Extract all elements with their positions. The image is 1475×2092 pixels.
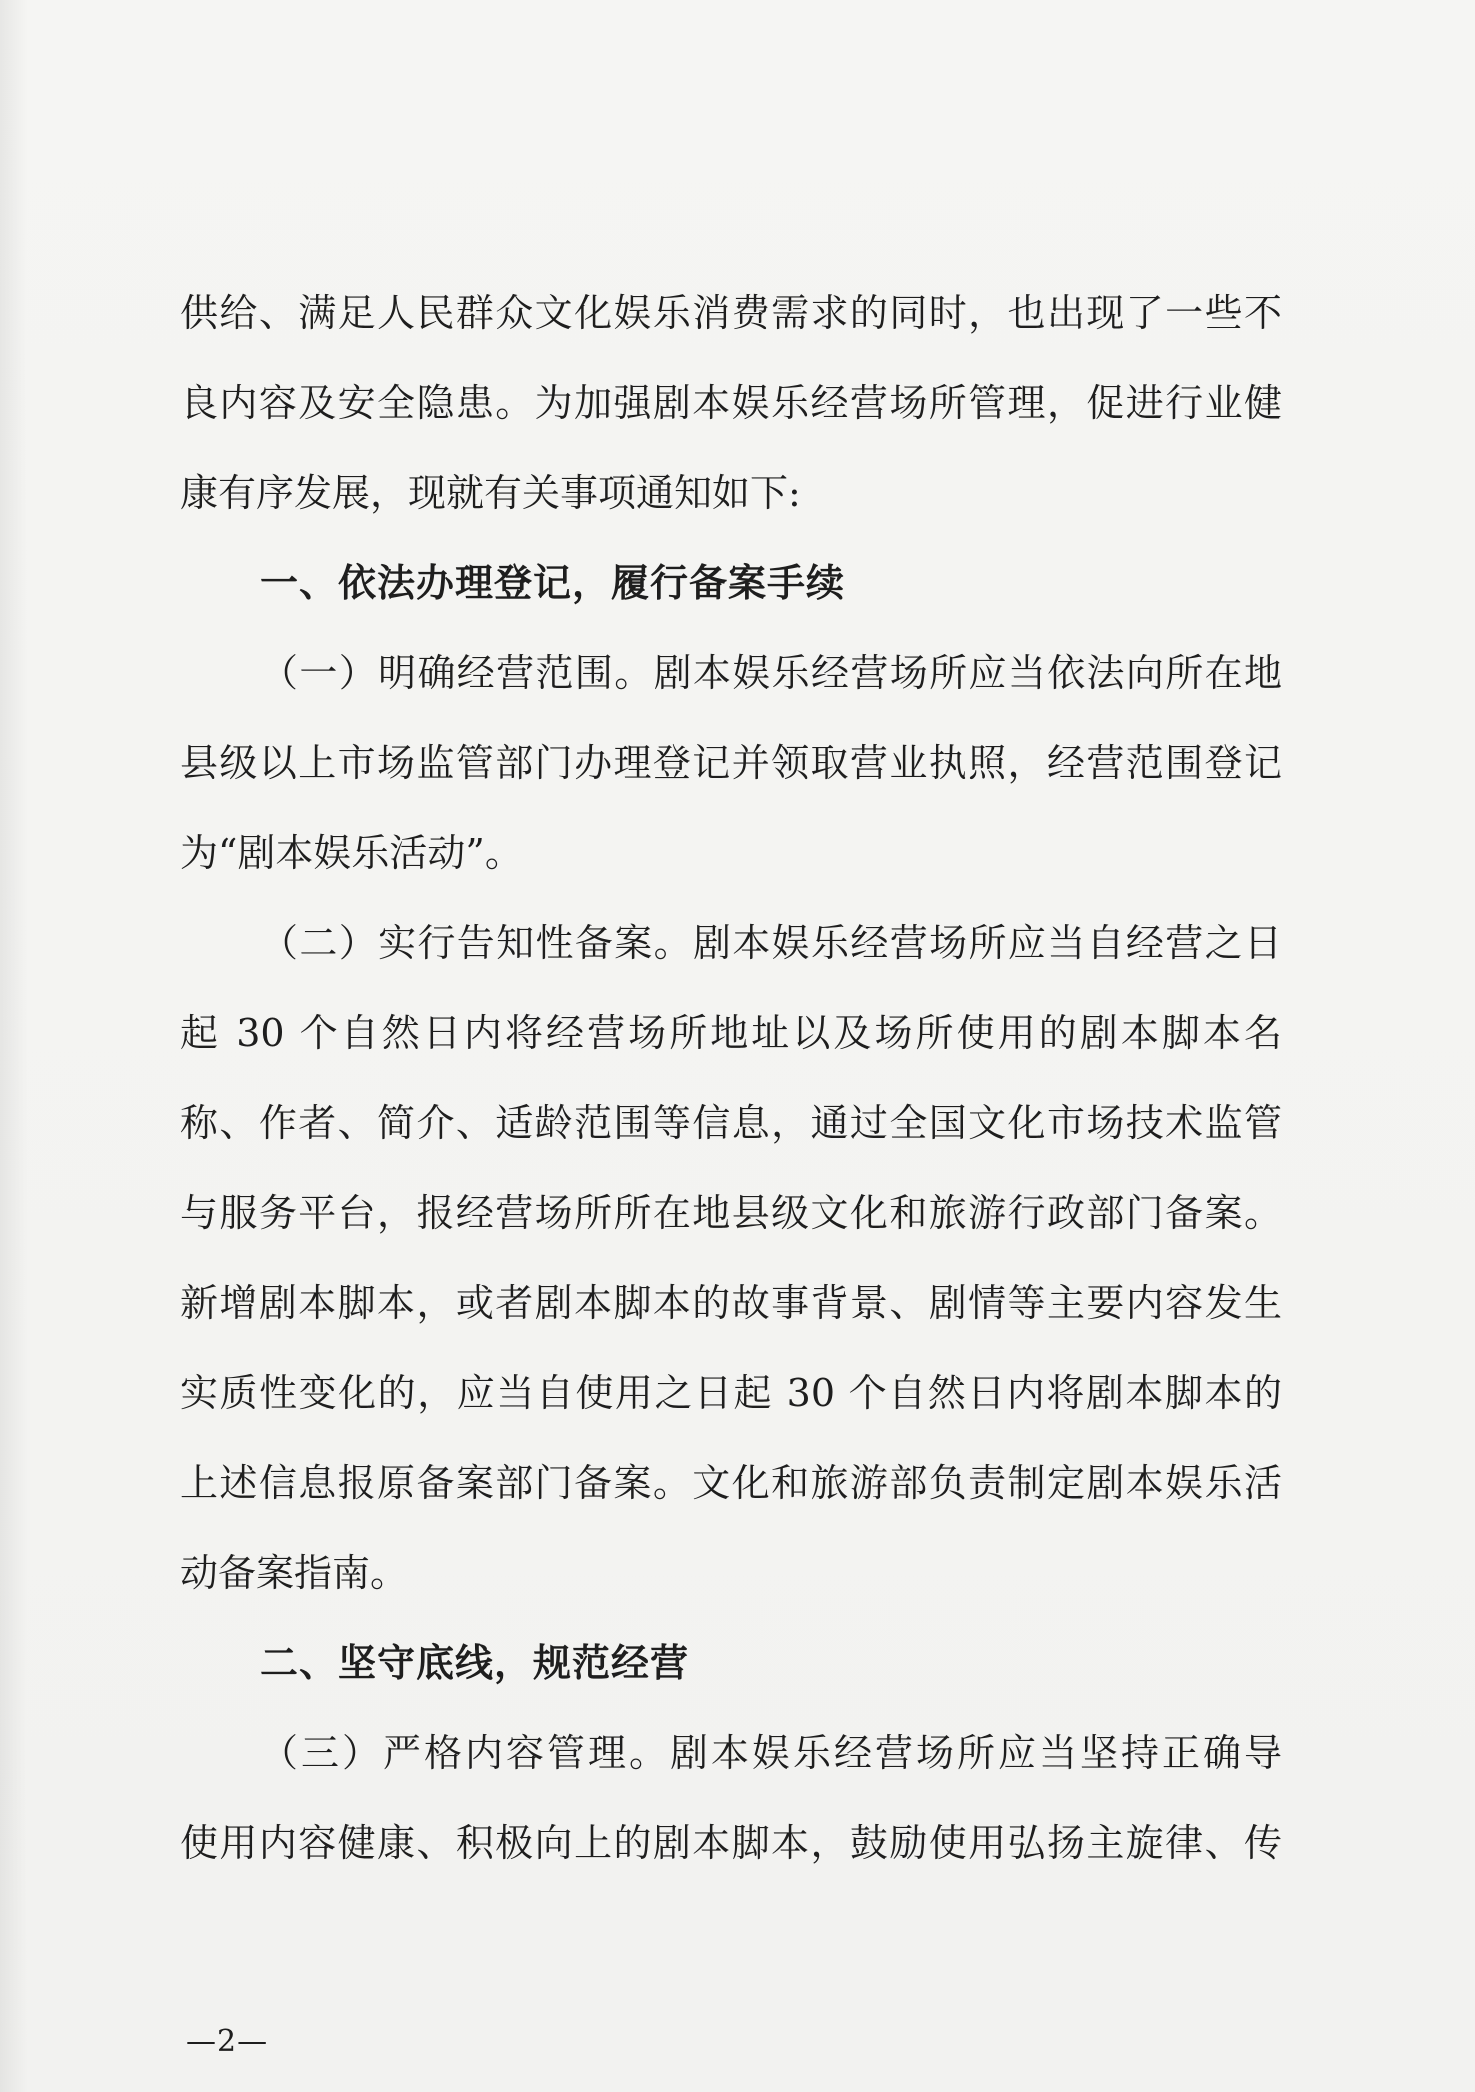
- text-line: 动备案指南。: [180, 1551, 409, 1595]
- text-line: 起 30 个自然日内将经营场所地址以及场所使用的剧本脚本名: [180, 1011, 1282, 1055]
- text-line: 康有序发展，现就有关事项通知如下:: [180, 471, 801, 515]
- text-line: 为“剧本娱乐活动”。: [180, 831, 523, 875]
- text-line: 良内容及安全隐患。为加强剧本娱乐经营场所管理，促进行业健: [180, 381, 1282, 425]
- text-line: 使用内容健康、积极向上的剧本脚本，鼓励使用弘扬主旋律、传: [180, 1821, 1282, 1865]
- text-line: 供给、满足人民群众文化娱乐消费需求的同时，也出现了一些不: [180, 291, 1282, 335]
- text-line: （三）严格内容管理。剧本娱乐经营场所应当坚持正确导: [260, 1731, 1282, 1775]
- text-line: 实质性变化的，应当自使用之日起 30 个自然日内将剧本脚本的: [180, 1371, 1282, 1415]
- page-number: —2—: [186, 2024, 269, 2059]
- section-heading: 二、坚守底线，规范经营: [260, 1641, 690, 1685]
- text-line: 称、作者、简介、适龄范围等信息，通过全国文化市场技术监管: [180, 1101, 1282, 1145]
- text-line: 县级以上市场监管部门办理登记并领取营业执照，经营范围登记: [180, 741, 1282, 785]
- text-line: 上述信息报原备案部门备案。文化和旅游部负责制定剧本娱乐活: [180, 1461, 1282, 1505]
- text-line: 新增剧本脚本，或者剧本脚本的故事背景、剧情等主要内容发生: [180, 1281, 1282, 1325]
- body-text: [180, 268, 1282, 1888]
- text-line: （一）明确经营范围。剧本娱乐经营场所应当依法向所在地: [260, 651, 1282, 695]
- section-heading: 一、依法办理登记，履行备案手续: [260, 561, 846, 605]
- text-line: 与服务平台，报经营场所所在地县级文化和旅游行政部门备案。: [180, 1191, 1282, 1235]
- text-line: （二）实行告知性备案。剧本娱乐经营场所应当自经营之日: [260, 921, 1282, 965]
